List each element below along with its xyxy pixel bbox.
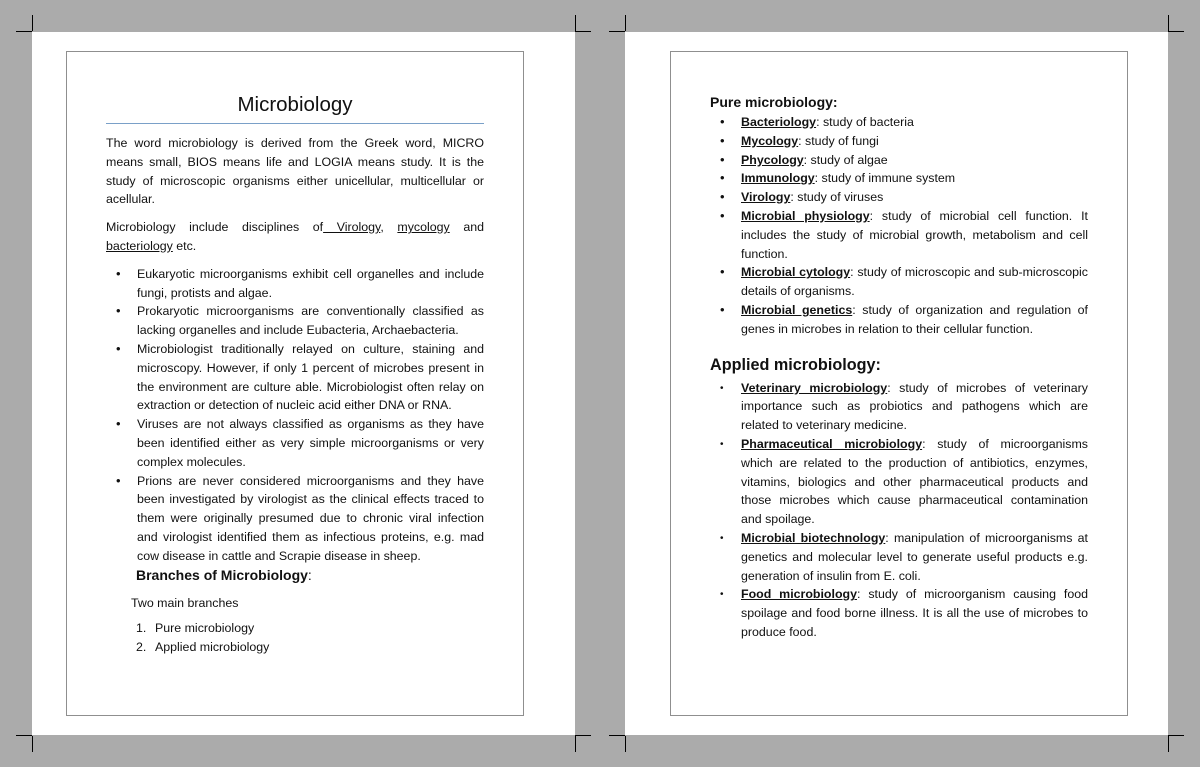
list-item: [710, 379, 1088, 435]
right-page: [625, 32, 1168, 735]
crop-mark: [16, 735, 32, 736]
branches-numbered-list: [106, 619, 484, 657]
branches-heading: [136, 566, 484, 585]
list-item: [710, 169, 1088, 188]
bacteriology-link: bacteriology: [106, 238, 173, 253]
list-item: • Eukaryotic microorganisms exhibit cell organelles and include fungi, protists and algae.: [106, 265, 484, 303]
crop-mark: [575, 15, 576, 31]
term: Mycology: [741, 133, 799, 148]
crop-mark: [575, 735, 591, 736]
crop-mark: [625, 736, 626, 752]
term: Immunology: [741, 171, 815, 186]
right-page-content: [710, 92, 1088, 642]
branches-heading-colon: :: [307, 566, 312, 583]
crop-mark: [32, 736, 33, 752]
crop-mark: [1168, 735, 1184, 736]
list-number: 1.: [136, 621, 147, 636]
term: Veterinary microbiology: [741, 380, 888, 395]
crop-mark: [1168, 31, 1184, 32]
applied-microbiology-heading: Applied microbiology:: [710, 355, 881, 374]
term-description: : study of immune system: [814, 171, 956, 186]
list-item: • Microbiologist traditionally relayed on culture, staining and microscopy. However, if only 1 percent of microbes present in the environment are culture able. Microbiologist often relay on extraction or detection of nucleic acid either DNA or RNA.: [106, 340, 484, 415]
term-description: : study of microbes of veterinary importance such as probiotics and pathogens which are related to veterinary medicine.: [741, 380, 1088, 433]
term-description: : study of microorganisms which are related to the production of antibiotics, enzymes, vitamins, biologics and other pharmaceutical products and those microbes which cause pharmaceutical contamination and spoilage.: [741, 436, 1088, 527]
separator: and: [449, 220, 484, 235]
term: Virology: [741, 190, 791, 205]
list-item: • Prokaryotic microorganisms are conventionally classified as lacking organelles and include Eubacteria, Archaebacteria.: [106, 302, 484, 340]
mycology-link: mycology: [397, 220, 450, 235]
term-description: : study of microorganism causing food spoilage and food borne illness. It is all the use of microbes to produce food.: [741, 587, 1088, 639]
crop-mark: [625, 15, 626, 31]
disciplines-paragraph: [106, 218, 484, 256]
term-description: : study of fungi: [798, 133, 879, 148]
term: Pharmaceutical microbiology: [741, 436, 923, 451]
list-item-label: Pure microbiology: [155, 621, 255, 636]
list-item: [710, 435, 1088, 529]
disciplines-suffix: etc.: [172, 238, 197, 253]
two-main-branches: Two main branches: [131, 595, 239, 610]
term-description: : study of microscopic and sub-microscopic details of organisms.: [741, 265, 1089, 299]
applied-microbiology-list: [710, 379, 1088, 642]
crop-mark: [1168, 15, 1169, 31]
left-page: [32, 32, 575, 735]
list-item: [710, 151, 1088, 170]
list-item: [710, 585, 1088, 641]
list-number: 2.: [136, 640, 147, 655]
virology-link: Virology: [323, 220, 381, 235]
term: Microbial cytology: [741, 265, 851, 280]
term-description: : manipulation of microorganisms at genetics and molecular level to generate useful products e.g. generation of insulin from E. coli.: [741, 530, 1088, 583]
term: Phycology: [741, 152, 804, 167]
document-title: Microbiology: [106, 92, 484, 124]
list-item: [710, 188, 1088, 207]
intro-paragraph: The word microbiology is derived from the Greek word, MICRO means small, BIOS means life and LOGIA means study. It is the study of microscopic organisms either unicellular, multicellular or acellular.: [106, 136, 484, 207]
term: Food microbiology: [741, 587, 857, 602]
facts-bullet-list: [106, 265, 484, 566]
left-page-content: [106, 92, 484, 657]
term: Microbial physiology: [741, 208, 870, 223]
crop-mark: [1168, 736, 1169, 752]
crop-mark: [32, 15, 33, 31]
term-description: : study of algae: [803, 152, 888, 167]
pure-microbiology-heading: Pure microbiology:: [710, 94, 838, 110]
term-description: : study of organization and regulation of genes in microbes in relation to their cellular function.: [741, 302, 1088, 336]
list-item: [106, 638, 484, 657]
pure-microbiology-list: [710, 113, 1088, 339]
separator: ,: [380, 220, 398, 235]
list-item: [106, 619, 484, 638]
list-item: [710, 207, 1088, 263]
list-item: [710, 529, 1088, 585]
list-item-label: Applied microbiology: [155, 640, 270, 655]
crop-mark: [575, 736, 576, 752]
list-item: • Prions are never considered microorganisms and they have been investigated by virologist as the clinical effects traced to them were originally presumed due to chronic viral infection and virologist identified them as infectious proteins, e.g. mad cow disease in cattle and Scrapie disease in sheep.: [106, 472, 484, 566]
list-item: [710, 263, 1088, 301]
crop-mark: [575, 31, 591, 32]
disciplines-prefix: Microbiology include disciplines of: [106, 220, 324, 235]
term-description: : study of microbial cell function. It includes the study of microbial growth, metabolism and cell function.: [741, 208, 1088, 261]
term: Microbial biotechnology: [741, 530, 886, 545]
term: Bacteriology: [741, 115, 817, 129]
crop-mark: [16, 31, 32, 32]
term-description: : study of viruses: [790, 190, 884, 205]
list-item: [710, 301, 1088, 339]
crop-mark: [609, 735, 625, 736]
term: Microbial genetics: [741, 302, 853, 317]
branches-heading-text: Branches of Microbiology: [136, 566, 308, 583]
list-item: [710, 113, 1088, 132]
list-item: [710, 132, 1088, 151]
term-description: : study of bacteria: [816, 115, 914, 129]
crop-mark: [609, 31, 625, 32]
list-item: • Viruses are not always classified as organisms as they have been identified either as very simple microorganisms or very complex molecules.: [106, 415, 484, 471]
